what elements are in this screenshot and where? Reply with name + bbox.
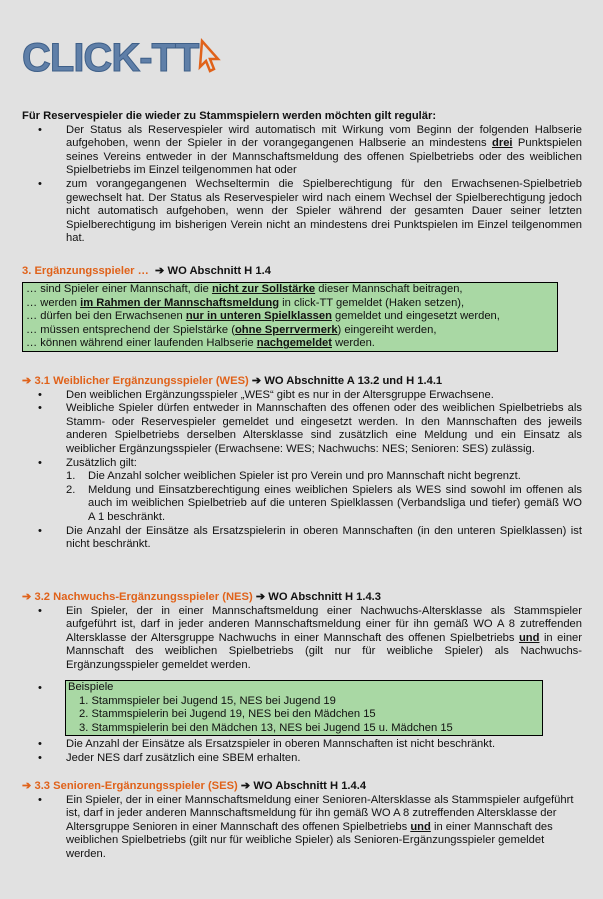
s31-bullet-3: • Zusätzlich gilt: xyxy=(22,457,582,471)
example-3: 3. Stammspielerin bei den Mädchen 13, NES bei Jugend 15 u. Mädchen 15 xyxy=(79,721,453,734)
section-3-ref: ➔ WO Abschnitt H 1.4 xyxy=(155,265,271,277)
s31-bullet-1: • Den weiblichen Ergänzungsspieler „WES“ gibt es nur in der Altersgruppe Erwachsene. xyxy=(22,389,582,403)
intro-bullet-1: • Der Status als Reservespieler wird automatisch mit Wirkung vom Beginn der folgenden Halbserie aufgehoben, wenn der Spieler in der vorangegangenen Halbserie an mindestens drei Punktspielen seines Vereins entweder in der Mannschaftsmeldung des offenen Spielbetriebs oder des weiblichen Spielbetriebs im Einzel teilgenommen hat oder xyxy=(22,124,582,178)
s3-line-3: … dürfen bei den Erwachsenen nur in unteren Spielklassen gemeldet und eingesetzt werden, xyxy=(26,310,500,323)
s31-item-1: 1. Die Anzahl solcher weiblichen Spieler ist pro Verein und pro Mannschaft nicht begrenzt. xyxy=(66,470,521,483)
section-3-1-title: ➔ 3.1 Weiblicher Ergänzungsspieler (WES) xyxy=(22,375,249,387)
section-3-2-title: ➔ 3.2 Nachwuchs-Ergänzungsspieler (NES) xyxy=(22,591,253,603)
example-2: 2. Stammspielerin bei Jugend 19, NES bei den Mädchen 15 xyxy=(79,708,376,721)
click-tt-logo xyxy=(22,37,222,77)
s32-bullet-4: • Jeder NES darf zusätzlich eine SBEM erhalten. xyxy=(22,752,582,766)
section-3-3 xyxy=(22,780,582,862)
examples-title: Beispiele xyxy=(68,681,114,693)
s3-line-1: … sind Spieler einer Mannschaft, die nicht zur Sollstärke dieser Mannschaft beitragen, xyxy=(26,283,463,295)
section-3-2 xyxy=(22,591,582,673)
section-3-2-ref: ➔ WO Abschnitt H 1.4.3 xyxy=(255,591,382,603)
examples-box xyxy=(65,680,543,736)
intro-heading: Für Reservespieler die wieder zu Stammspielern werden möchten gilt regulär: xyxy=(22,110,437,122)
cursor-icon xyxy=(200,41,218,71)
intro-bullet-2: • zum vorangegangenen Wechseltermin die Spielberechtigung für den Erwachsenen-Spielbetrieb gewechselt hat. Der Status als Reservespieler wird nach einem Wechsel der Spielberechtigung jedoch nicht automatisch aufgehoben, wenn der Spieler während der gesamten Dauer seiner letzten Spielberechtigung im bisherigen Verein nicht an mindestens drei Punktspielen im Einzel teilgenommen hat. xyxy=(22,178,582,246)
section-3-box xyxy=(22,282,558,352)
section-3-title: 3. Ergänzungsspieler … xyxy=(22,265,149,277)
s3-line-2: … werden im Rahmen der Mannschaftsmeldung in click-TT gemeldet (Haken setzen), xyxy=(26,296,465,309)
section-3-1 xyxy=(22,375,582,552)
section-3-3-title: ➔ 3.3 Senioren-Ergänzungsspieler (SES) xyxy=(22,780,238,792)
s33-bullet-1: • Ein Spieler, der in einer Mannschaftsmeldung einer Senioren-Altersklasse als Stammspieler aufgeführt ist, darf in jeder anderen Mannschaftsmeldung für ihn gemäß WO A 8 zutreffenden Altersklasse der Altersgruppe Senioren in einer Mannschaft des offenen Spielbetriebs und in einer Mannschaft des weiblichen Spielbetriebs (gilt nur für weibliche Spieler) als Senioren-Ergänzungsspieler gemeldet werden. xyxy=(22,794,582,862)
logo-text: CLICK-TT xyxy=(22,37,199,77)
s31-bullet-2: • Weibliche Spieler dürfen entweder in Mannschaften des offenen oder des weiblichen Spielbetriebs als Stamm- oder Reservespieler gemeldet und eingesetzt werden. In den Mannschaften des jeweils anderen Spielbetriebs derselben Altersklasse sind zusätzlich eine Meldung und ein Einsatz als weiblicher Ergänzungsspieler (Erwachsene: WES; Nachwuchs: NES; Senioren: SES) zulässig. xyxy=(22,402,582,456)
section-3-1-ref: ➔ WO Abschnitte A 13.2 und H 1.4.1 xyxy=(251,375,443,387)
s31-item-2: 2. Meldung und Einsatzberechtigung eines weiblichen Spielers als WES sind sowohl im offenen als auch im weiblichen Spielbetrieb auf die unteren Spielklassen (Verbandsliga und tiefer) gemäß WO A 1 beschränkt. xyxy=(66,483,582,523)
example-1: 1. Stammspieler bei Jugend 15, NES bei Jugend 19 xyxy=(79,694,336,707)
intro-section xyxy=(22,110,582,246)
s3-line-4: … müssen entsprechend der Spielstärke (ohne Sperrvermerk) eingereiht werden, xyxy=(26,323,437,336)
section-3-heading xyxy=(22,265,582,279)
s31-bullet-4: • Die Anzahl der Einsätze als Ersatzspielerin in oberen Mannschaften (in den unteren Spielklassen) ist nicht beschränkt. xyxy=(22,525,582,552)
section-3-3-ref: ➔ WO Abschnitt H 1.4.4 xyxy=(240,780,367,792)
s32-bullet-3: • Die Anzahl der Einsätze als Ersatzspieler in oberen Mannschaften ist nicht beschränkt. xyxy=(22,738,582,752)
s32-bullet-1: • Ein Spieler, der in einer Mannschaftsmeldung einer Nachwuchs-Altersklasse als Stammspieler aufgeführt ist, darf in jeder anderen Mannschaftsmeldung einer für ihn gemäß WO A 8 zutreffenden Altersklasse der Altersgruppe Nachwuchs in einer Mannschaft des offenen Spielbetriebs und in einer Mannschaft des weiblichen Spielbetriebs (gilt nur für weibliche Spieler) als Nachwuchs-Ergänzungsspieler gemeldet werden. xyxy=(22,605,582,673)
section-3-2-tail xyxy=(22,738,582,765)
s32-bullet-2-dot: • xyxy=(38,682,42,694)
s3-line-5: … können während einer laufenden Halbserie nachgemeldet werden. xyxy=(26,337,375,350)
